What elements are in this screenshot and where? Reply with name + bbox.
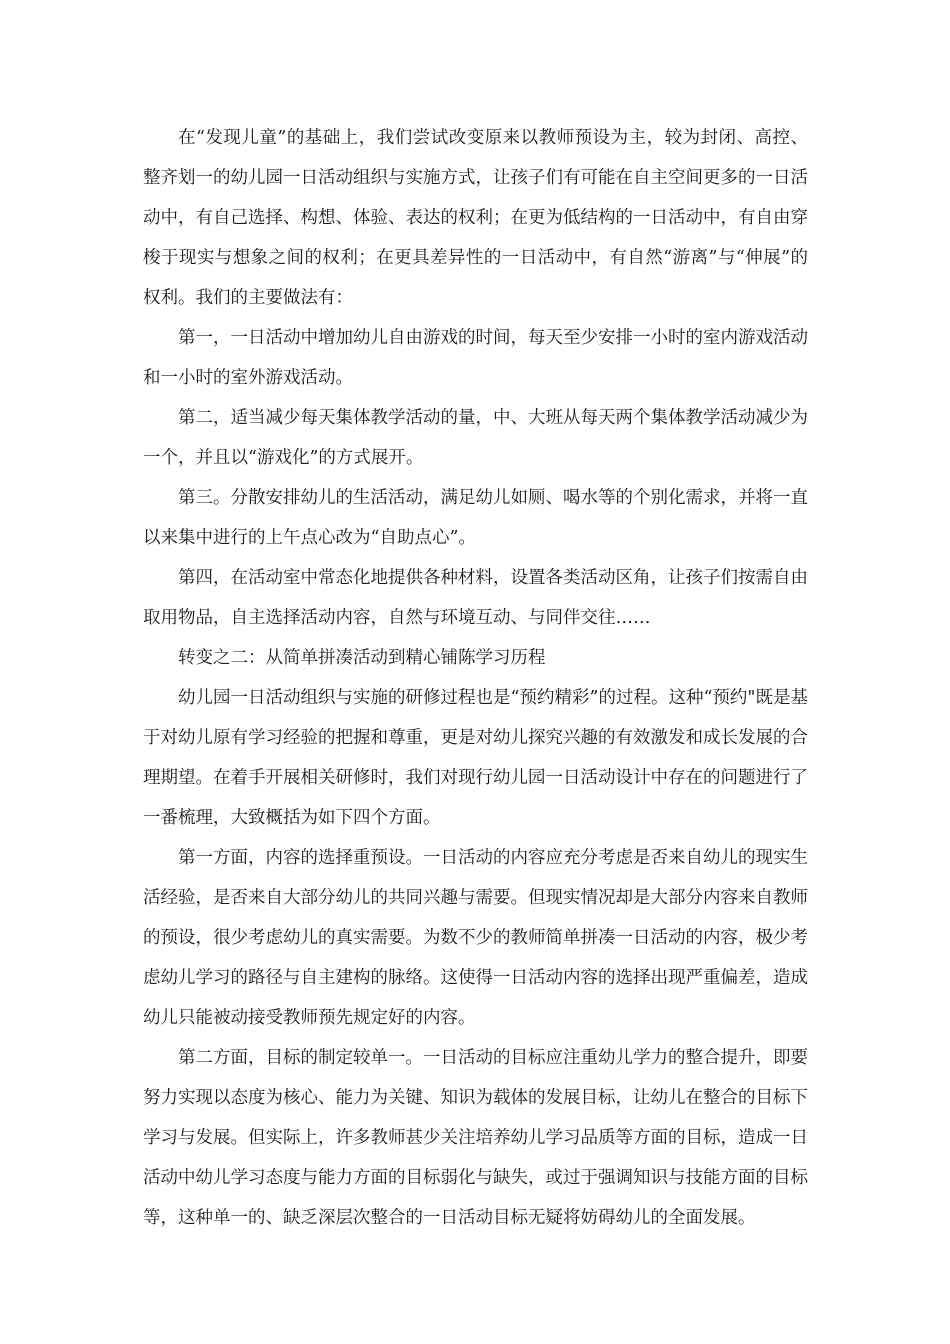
paragraph-overview: 幼儿园一日活动组织与实施的研修过程也是“预约精彩”的过程。这种“预约"既是基于对幼儿原有学习经验的把握和尊重，更是对幼儿探究兴趣的有效激发和成长发展的合理期望。在着手开展相关研修时，我们对现行幼儿园一日活动设计中存在的问题进行了一番梳理，大致概括为如下四个方面。 <box>143 688 808 828</box>
paragraph-measure-3: 第三。分散安排幼儿的生活活动，满足幼儿如厕、喝水等的个别化需求，并将一直以来集中进行的上午点心改为“自助点心”。 <box>143 488 808 548</box>
section-heading: 转变之二：从简单拼凑活动到精心铺陈学习历程 <box>178 648 546 668</box>
paragraph-measure-1: 第一，一日活动中增加幼儿自由游戏的时间，每天至少安排一小时的室内游戏活动和一小时的室外游戏活动。 <box>143 328 808 388</box>
paragraph-intro: 在“发现儿童”的基础上，我们尝试改变原来以教师预设为主，较为封闭、高控、整齐划一的幼儿园一日活动组织与实施方式，让孩子们有可能在自主空间更多的一日活动中，有自己选择、构想、体验、表达的权利；在更为低结构的一日活动中，有自由穿梭于现实与想象之间的权利；在更具差异性的一日活动中，有自然“游离”与“伸展”的权利。我们的主要做法有： <box>143 128 808 308</box>
document-body <box>143 118 808 1238</box>
paragraph-aspect-1: 第一方面，内容的选择重预设。一日活动的内容应充分考虑是否来自幼儿的现实生活经验，是否来自大部分幼儿的共同兴趣与需要。但现实情况却是大部分内容来自教师的预设，很少考虑幼儿的真实需要。为数不少的教师简单拼凑一日活动的内容，极少考虑幼儿学习的路径与自主建构的脉络。这使得一日活动内容的选择出现严重偏差，造成幼儿只能被动接受教师预先规定好的内容。 <box>143 848 808 1028</box>
paragraph-measure-2: 第二，适当减少每天集体教学活动的量，中、大班从每天两个集体教学活动减少为一个，并且以“游戏化”的方式展开。 <box>143 408 808 468</box>
paragraph-aspect-2: 第二方面，目标的制定较单一。一日活动的目标应注重幼儿学力的整合提升，即要努力实现以态度为核心、能力为关键、知识为载体的发展目标，让幼儿在整合的目标下学习与发展。但实际上，许多教师甚少关注培养幼儿学习品质等方面的目标，造成一日活动中幼儿学习态度与能力方面的目标弱化与缺失，或过于强调知识与技能方面的目标等，这种单一的、缺乏深层次整合的一日活动目标无疑将妨碍幼儿的全面发展。 <box>143 1048 808 1228</box>
paragraph-measure-4: 第四，在活动室中常态化地提供各种材料，设置各类活动区角，让孩子们按需自由取用物品，自主选择活动内容，自然与环境互动、与同伴交往…… <box>143 568 808 628</box>
